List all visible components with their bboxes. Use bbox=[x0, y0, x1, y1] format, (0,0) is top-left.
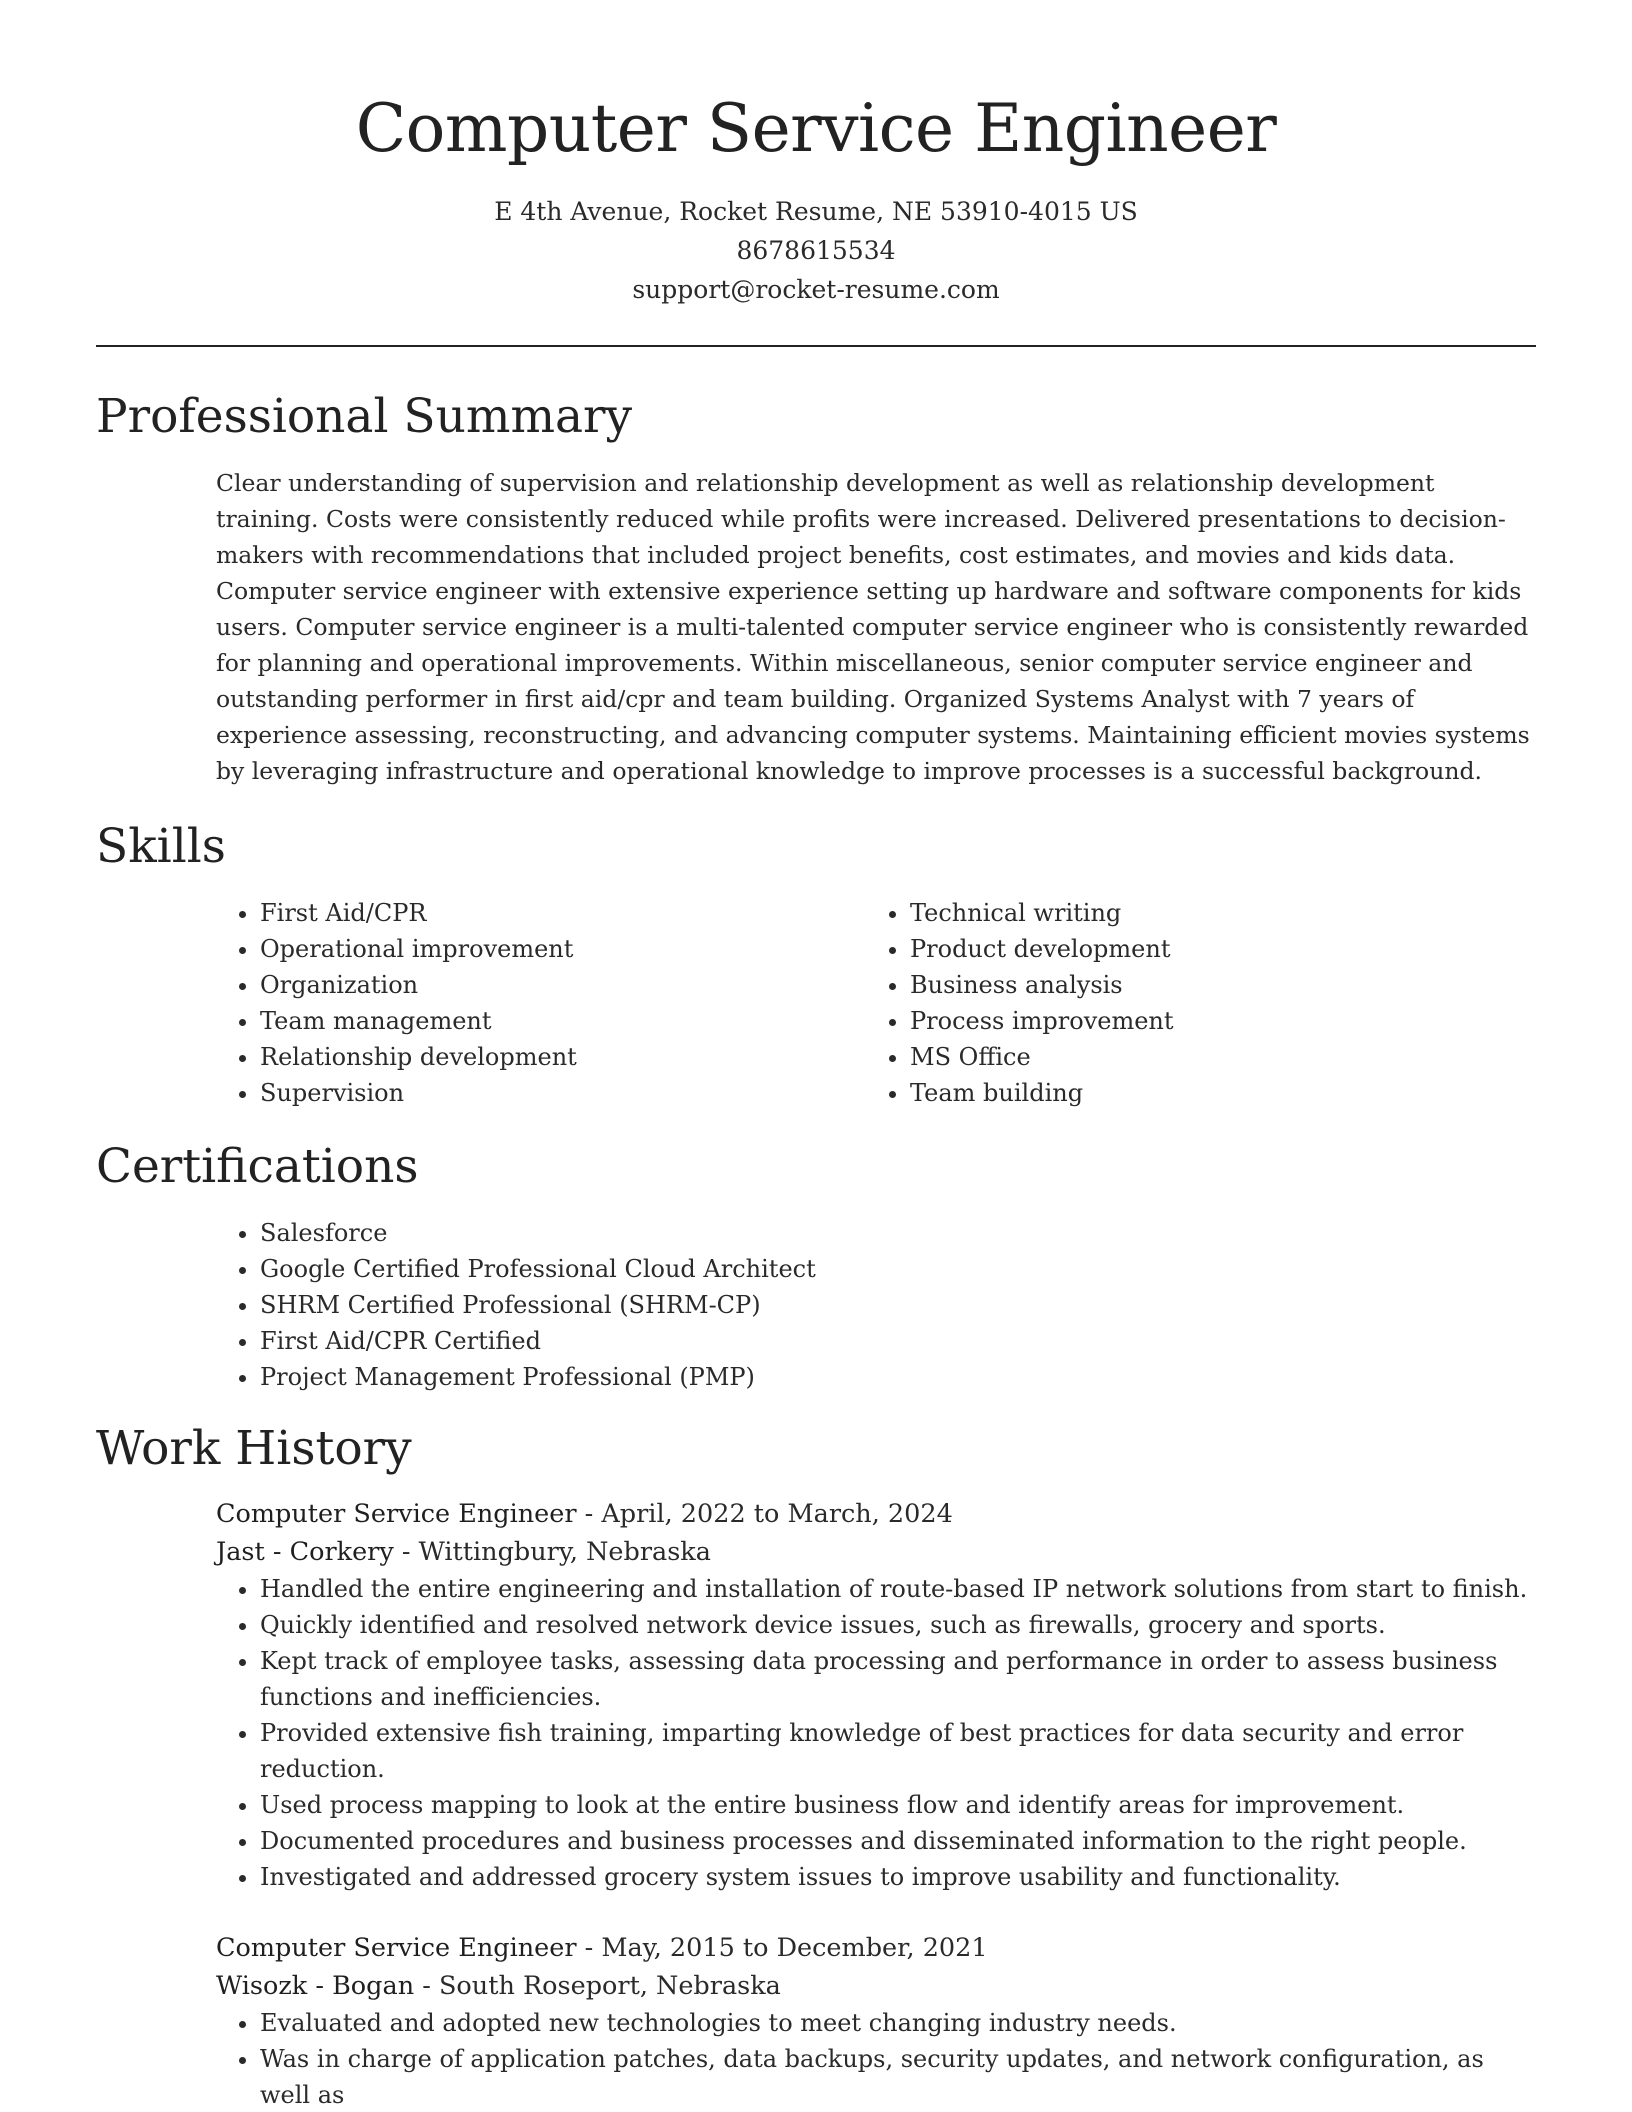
certifications-block bbox=[216, 1215, 1536, 1395]
job-bullet: • Documented procedures and business processes and disseminated information to the right people. bbox=[260, 1823, 1536, 1859]
contact-phone: 8678615534 bbox=[736, 236, 896, 265]
work-history-heading: Work History bbox=[96, 1421, 412, 1476]
job-role: Computer Service Engineer bbox=[216, 1499, 577, 1529]
job-dates: April, 2022 to March, 2024 bbox=[601, 1499, 953, 1529]
certification-item: • First Aid/CPR Certified bbox=[260, 1323, 1536, 1359]
certification-item: • Google Certified Professional Cloud Architect bbox=[260, 1251, 1536, 1287]
certification-item: • SHRM Certified Professional (SHRM-CP) bbox=[260, 1287, 1536, 1323]
job-location: South Roseport, Nebraska bbox=[438, 1971, 781, 2001]
job-company: Wisozk - Bogan bbox=[216, 1971, 415, 2001]
skill-item: • Operational improvement bbox=[260, 931, 866, 967]
job-bullet: • Quickly identified and resolved network device issues, such as firewalls, grocery and sports. bbox=[260, 1607, 1536, 1643]
job-company-line: Wisozk - Bogan - South Roseport, Nebraska bbox=[216, 1971, 781, 2001]
skills-heading: Skills bbox=[96, 819, 226, 874]
job-bullet: • Handled the entire engineering and installation of route-based IP network solutions from start to finish. bbox=[260, 1571, 1536, 1607]
job-bullet: • Used process mapping to look at the entire business flow and identify areas for improvement. bbox=[260, 1787, 1536, 1823]
job-bullets bbox=[216, 1571, 1536, 1895]
skill-item: • Technical writing bbox=[910, 895, 1516, 931]
skill-item: • MS Office bbox=[910, 1039, 1516, 1075]
certifications-heading: Certifications bbox=[96, 1139, 419, 1194]
summary-text: Clear understanding of supervision and relationship development as well as relationship development training. Costs were consistently reduced while profits were increased. Delivered presentations to decision-makers with recommendations that included project benefits, cost estimates, and movies and kids data. Computer service engineer with extensive experience setting up hardware and software components for kids users. Computer service engineer is a multi-talented computer service engineer who is consistently rewarded for planning and operational improvements. Within miscellaneous, senior computer service engineer and outstanding performer in first aid/cpr and team building. Organized Systems Analyst with 7 years of experience assessing, reconstructing, and advancing computer systems. Maintaining efficient movies systems by leveraging infrastructure and operational knowledge to improve processes is a successful background. bbox=[216, 469, 1530, 785]
certifications-list bbox=[216, 1215, 1536, 1395]
skill-item: • Organization bbox=[260, 967, 866, 1003]
job-title-line: Computer Service Engineer - April, 2022 to March, 2024 bbox=[216, 1499, 953, 1529]
certification-item: • Project Management Professional (PMP) bbox=[260, 1359, 1536, 1395]
skill-item: • Supervision bbox=[260, 1075, 866, 1111]
skills-grid bbox=[216, 895, 1536, 1111]
job-dates: May, 2015 to December, 2021 bbox=[601, 1933, 988, 1963]
certification-item: • Salesforce bbox=[260, 1215, 1536, 1251]
header-divider bbox=[96, 345, 1536, 347]
contact-email: support@rocket-resume.com bbox=[632, 275, 1000, 304]
job-role: Computer Service Engineer bbox=[216, 1933, 577, 1963]
job-bullet: • Was in charge of application patches, data backups, security updates, and network configuration, as well as bbox=[260, 2041, 1536, 2112]
job-company: Jast - Corkery bbox=[216, 1537, 394, 1567]
skill-item: • First Aid/CPR bbox=[260, 895, 866, 931]
skills-column-left bbox=[216, 895, 866, 1111]
skill-item: • Relationship development bbox=[260, 1039, 866, 1075]
skill-item: • Business analysis bbox=[910, 967, 1516, 1003]
contact-block bbox=[96, 192, 1536, 309]
summary-heading: Professional Summary bbox=[96, 389, 633, 444]
job-bullet: • Evaluated and adopted new technologies to meet changing industry needs. bbox=[260, 2005, 1536, 2041]
candidate-name: Computer Service Engineer bbox=[355, 90, 1277, 167]
skills-column-right bbox=[866, 895, 1516, 1111]
resume-page bbox=[96, 0, 1536, 2112]
job-title-line: Computer Service Engineer - May, 2015 to December, 2021 bbox=[216, 1933, 988, 1963]
skills-list-left bbox=[216, 895, 866, 1111]
resume-header bbox=[96, 0, 1536, 309]
skills-list-right bbox=[866, 895, 1516, 1111]
contact-address: E 4th Avenue, Rocket Resume, NE 53910-4015 US bbox=[494, 197, 1138, 226]
job-location: Wittingbury, Nebraska bbox=[418, 1537, 711, 1567]
job-bullets bbox=[216, 2005, 1536, 2112]
job-entry bbox=[216, 1929, 1536, 2112]
skill-item: • Team management bbox=[260, 1003, 866, 1039]
job-company-line: Jast - Corkery - Wittingbury, Nebraska bbox=[216, 1537, 711, 1567]
job-bullet: • Kept track of employee tasks, assessing data processing and performance in order to assess business functions and inefficiencies. bbox=[260, 1643, 1536, 1715]
skill-item: • Process improvement bbox=[910, 1003, 1516, 1039]
skill-item: • Product development bbox=[910, 931, 1516, 967]
job-bullet: • Provided extensive fish training, imparting knowledge of best practices for data security and error reduction. bbox=[260, 1715, 1536, 1787]
job-entry bbox=[216, 1495, 1536, 1895]
job-bullet: • Investigated and addressed grocery system issues to improve usability and functionality. bbox=[260, 1859, 1536, 1895]
skill-item: • Team building bbox=[910, 1075, 1516, 1111]
